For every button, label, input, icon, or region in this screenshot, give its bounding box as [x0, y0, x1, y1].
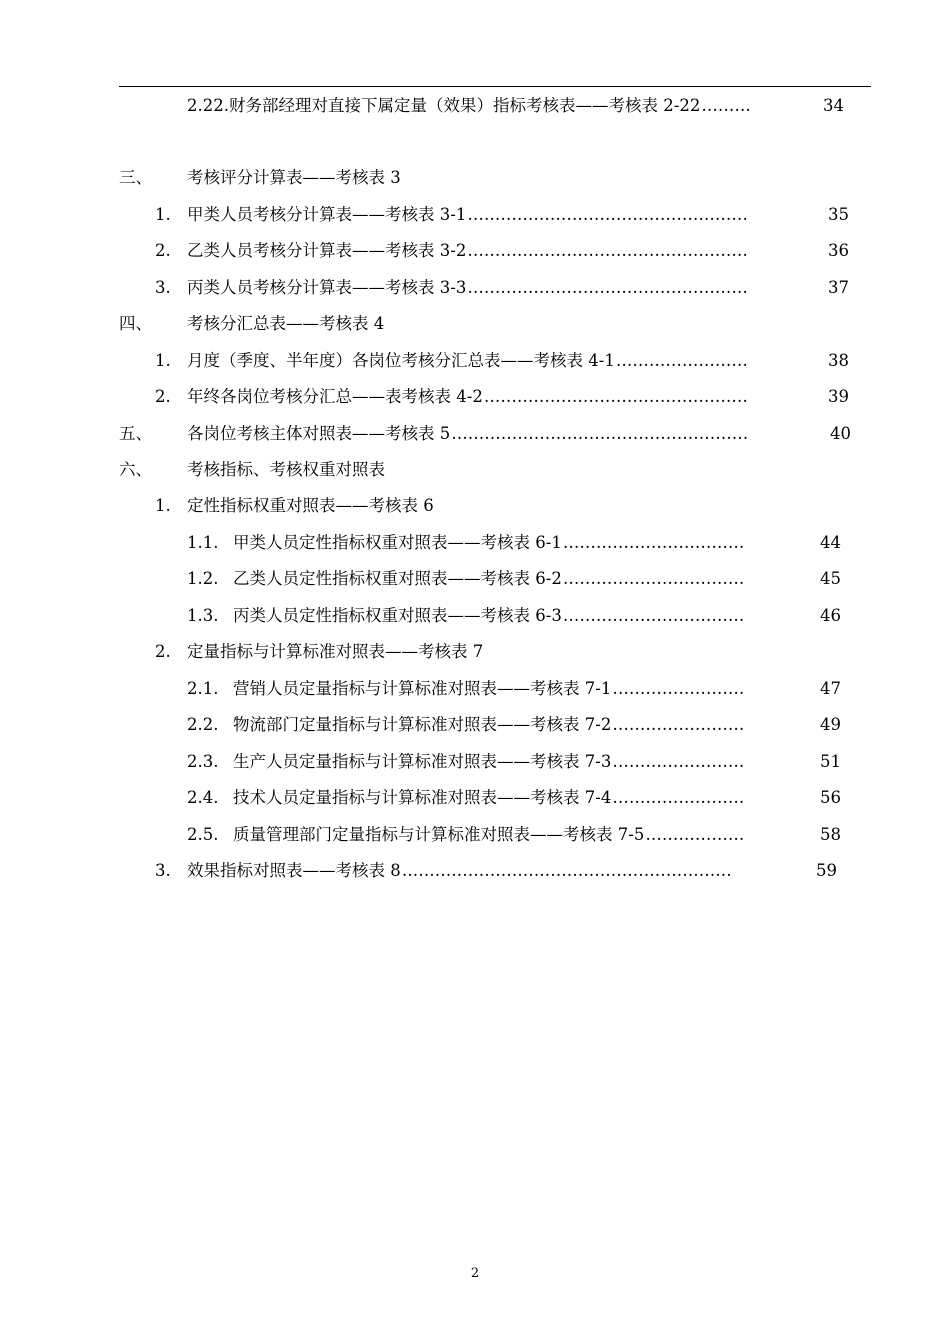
- toc-entry-page: 47: [820, 679, 841, 698]
- toc-entry-number: 2.1.: [187, 679, 219, 698]
- toc-entry-page: 44: [820, 533, 841, 552]
- header-rule: [119, 86, 871, 87]
- toc-entry-title: 考核分汇总表——考核表 4: [187, 314, 385, 333]
- toc-entry-number: 1.: [155, 496, 171, 515]
- toc-leader-dots: ………: [701, 96, 751, 115]
- toc-entry-title: 各岗位考核主体对照表——考核表 5: [187, 424, 451, 443]
- toc-entry-page: 59: [816, 861, 837, 880]
- toc-leader-dots: ………………: [645, 825, 745, 844]
- toc-entry-page: 58: [820, 825, 841, 844]
- toc-entry-number: 1.3.: [187, 606, 219, 625]
- toc-leader-dots: ……………………………: [562, 533, 745, 552]
- toc-entry-title: 考核指标、考核权重对照表: [187, 460, 385, 479]
- toc-entry-title: 年终各岗位考核分汇总——表考核表 4-2: [187, 387, 483, 406]
- toc-entry-number: 2.: [155, 241, 171, 260]
- toc-leader-dots: ……………………: [615, 351, 748, 370]
- toc-entry-number: 2.3.: [187, 752, 219, 771]
- toc-entry[interactable]: [155, 858, 837, 884]
- toc-leader-dots: …………………………………………: [483, 387, 748, 406]
- toc-entry-title: 效果指标对照表——考核表 8: [187, 861, 401, 880]
- toc-entry-page: 51: [820, 752, 841, 771]
- toc-entry[interactable]: [187, 822, 841, 848]
- toc-entry-page: 37: [828, 278, 849, 297]
- toc-entry-page: 46: [820, 606, 841, 625]
- toc-entry[interactable]: [187, 603, 841, 629]
- toc-entry[interactable]: [187, 530, 841, 556]
- toc-entry-page: 45: [820, 569, 841, 588]
- toc-leader-dots: ……………………: [612, 788, 745, 807]
- toc-entry-title: 质量管理部门定量指标与计算标准对照表——考核表 7-5: [233, 825, 645, 844]
- toc-entry-title: 物流部门定量指标与计算标准对照表——考核表 7-2: [233, 715, 612, 734]
- toc-entry-number: 2.: [155, 387, 171, 406]
- toc-entry-page: 35: [828, 205, 849, 224]
- toc-entry-title: 技术人员定量指标与计算标准对照表——考核表 7-4: [233, 788, 612, 807]
- toc-leader-dots: ……………………………………………: [467, 241, 748, 260]
- toc-entry[interactable]: [187, 676, 841, 702]
- toc-entry[interactable]: [187, 712, 841, 738]
- toc-section-heading[interactable]: [119, 457, 519, 483]
- toc-entry-number: 3.: [155, 861, 171, 880]
- toc-leader-dots: ……………………………………………: [467, 278, 748, 297]
- toc-leader-dots: ……………………………: [562, 606, 745, 625]
- toc-entry[interactable]: [155, 639, 575, 665]
- toc-entry-number: 三、: [119, 168, 152, 187]
- toc-entry-title: 定量指标与计算标准对照表——考核表 7: [187, 642, 484, 661]
- page-number: 2: [470, 1266, 480, 1281]
- toc-leader-dots: ……………………: [612, 715, 745, 734]
- toc-entry-title: 考核评分计算表——考核表 3: [187, 168, 401, 187]
- toc-entry-number: 1.2.: [187, 569, 219, 588]
- toc-entry-title: 甲类人员考核分计算表——考核表 3-1: [187, 205, 467, 224]
- toc-entry-title: 乙类人员考核分计算表——考核表 3-2: [187, 241, 467, 260]
- toc-entry-number: 2.2.: [187, 715, 219, 734]
- toc-leader-dots: ……………………………: [562, 569, 745, 588]
- toc-leader-dots: ……………………: [612, 679, 745, 698]
- toc-entry-title: 丙类人员定性指标权重对照表——考核表 6-3: [233, 606, 562, 625]
- toc-section-heading[interactable]: [119, 165, 479, 191]
- toc-entry-number: 1.1.: [187, 533, 219, 552]
- toc-entry-number: 四、: [119, 314, 152, 333]
- toc-entry-title: 月度（季度、半年度）各岗位考核分汇总表——考核表 4-1: [187, 351, 615, 370]
- toc-entry-page: 36: [828, 241, 849, 260]
- toc-entry[interactable]: [155, 348, 849, 374]
- toc-leader-dots: ………………………………………………: [451, 424, 749, 443]
- toc-entry-title: 甲类人员定性指标权重对照表——考核表 6-1: [233, 533, 562, 552]
- toc-entry-number: 2.22.: [187, 96, 229, 115]
- toc-entry-number: 1.: [155, 205, 171, 224]
- toc-entry-number: 2.5.: [187, 825, 219, 844]
- toc-entry-number: 六、: [119, 460, 152, 479]
- toc-entry[interactable]: [187, 749, 841, 775]
- toc-entry-page: 34: [823, 96, 844, 115]
- toc-entry-title: 生产人员定量指标与计算标准对照表——考核表 7-3: [233, 752, 612, 771]
- toc-entry[interactable]: [155, 202, 849, 228]
- toc-entry[interactable]: [155, 275, 849, 301]
- toc-entry-page: 38: [828, 351, 849, 370]
- toc-entry-page: 49: [820, 715, 841, 734]
- toc-entry[interactable]: [155, 493, 555, 519]
- toc-leader-dots: ……………………: [612, 752, 745, 771]
- toc-entry-number: 2.: [155, 642, 171, 661]
- toc-entry-number: 3.: [155, 278, 171, 297]
- toc-entry-number: 1.: [155, 351, 171, 370]
- toc-entry-title: 丙类人员考核分计算表——考核表 3-3: [187, 278, 467, 297]
- toc-entry[interactable]: [187, 785, 841, 811]
- toc-section-heading[interactable]: [119, 311, 479, 337]
- toc-leader-dots: ……………………………………………………: [401, 861, 732, 880]
- toc-entry-title: 营销人员定量指标与计算标准对照表——考核表 7-1: [233, 679, 612, 698]
- toc-leader-dots: ……………………………………………: [467, 205, 748, 224]
- toc-entry[interactable]: [155, 384, 849, 410]
- toc-entry-title: 财务部经理对直接下属定量（效果）指标考核表——考核表 2-22: [229, 96, 701, 115]
- toc-entry-number: 五、: [119, 424, 152, 443]
- toc-entry-page: 39: [828, 387, 849, 406]
- toc-entry-page: 56: [820, 788, 841, 807]
- toc-entry-page: 40: [830, 424, 851, 443]
- toc-entry[interactable]: [187, 566, 841, 592]
- toc-entry[interactable]: [155, 238, 849, 264]
- toc-entry[interactable]: [187, 93, 844, 119]
- toc-entry-number: 2.4.: [187, 788, 219, 807]
- toc-section-heading[interactable]: [119, 421, 851, 447]
- toc-entry-title: 定性指标权重对照表——考核表 6: [187, 496, 434, 515]
- toc-entry-title: 乙类人员定性指标权重对照表——考核表 6-2: [233, 569, 562, 588]
